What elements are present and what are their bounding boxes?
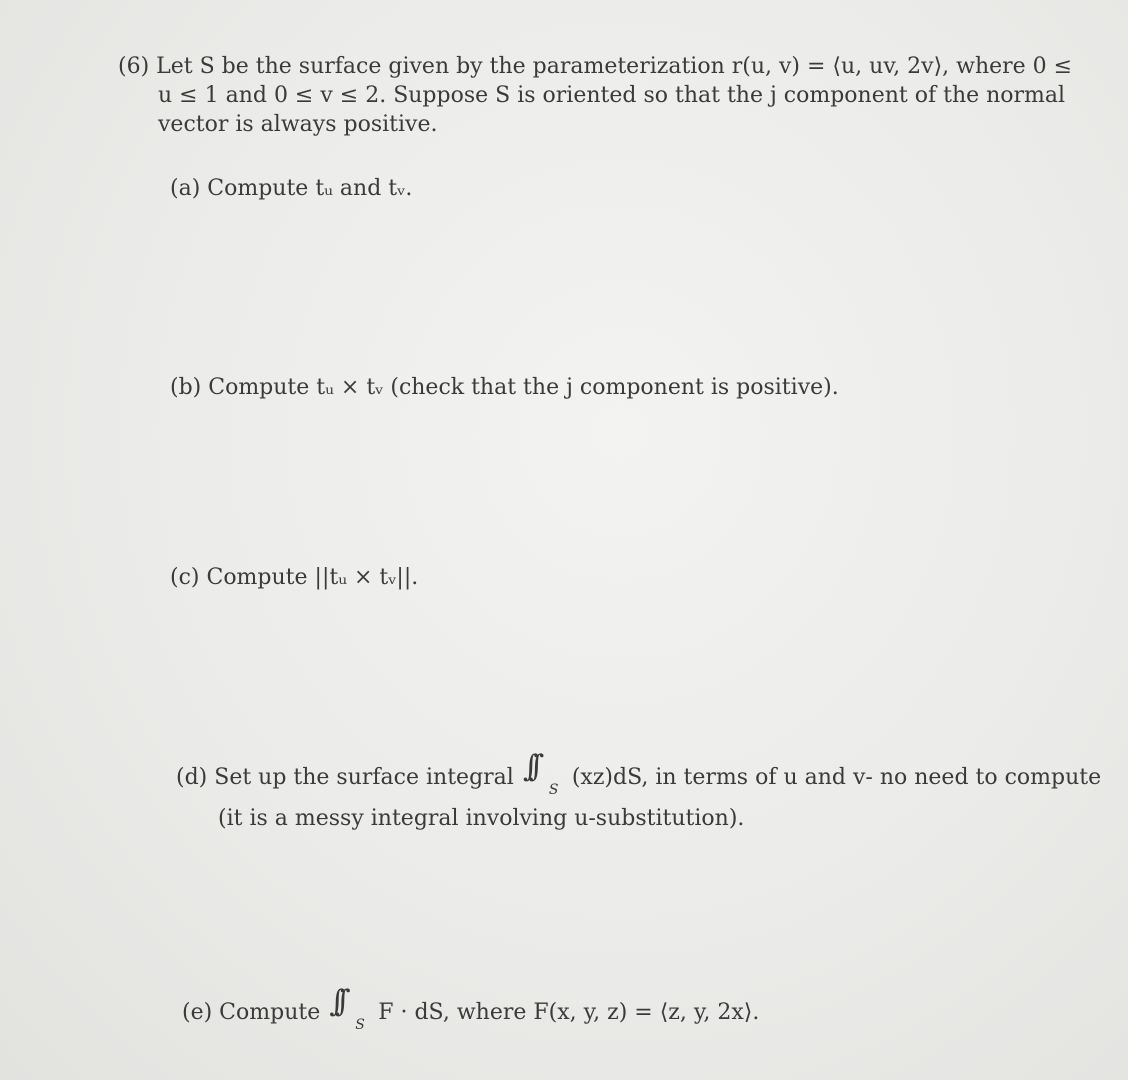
- part-e-integrand: F · dS, where F(x, y, z) = ⟨z, y, 2x⟩.: [378, 1000, 760, 1025]
- part-c: (c) Compute ||tᵤ × tᵥ||.: [170, 565, 419, 590]
- integral-sign: ∫∫: [522, 749, 535, 784]
- problem-statement: [118, 52, 1078, 139]
- problem-intro-line-1: (6) Let S be the surface given by the parameterization r(u, v) = ⟨u, uv, 2v⟩, where 0 ≤: [118, 54, 1073, 79]
- part-e-prefix: (e) Compute: [182, 1000, 321, 1025]
- part-d-prefix: (d) Set up the surface integral: [176, 765, 514, 790]
- problem-intro-line-3: vector is always positive.: [158, 112, 438, 137]
- integral-region: S: [548, 782, 559, 798]
- part-d: [176, 749, 1102, 833]
- part-d-integrand: (xz)dS, in terms of u and v- no need to compute: [571, 765, 1102, 790]
- part-e: [182, 984, 760, 1033]
- integral-sign: ∫∫: [329, 984, 341, 1019]
- part-b: (b) Compute tᵤ × tᵥ (check that the j component is positive).: [170, 375, 839, 400]
- double-integral-symbol: [521, 749, 565, 798]
- double-integral-symbol: [327, 984, 371, 1033]
- part-d-line-2: (it is a messy integral involving u-substitution).: [218, 806, 745, 831]
- problem-intro-line-2: u ≤ 1 and 0 ≤ v ≤ 2. Suppose S is oriented so that the j component of the normal: [158, 83, 1066, 108]
- part-a: (a) Compute tᵤ and tᵥ.: [170, 176, 413, 201]
- integral-region: S: [355, 1017, 365, 1033]
